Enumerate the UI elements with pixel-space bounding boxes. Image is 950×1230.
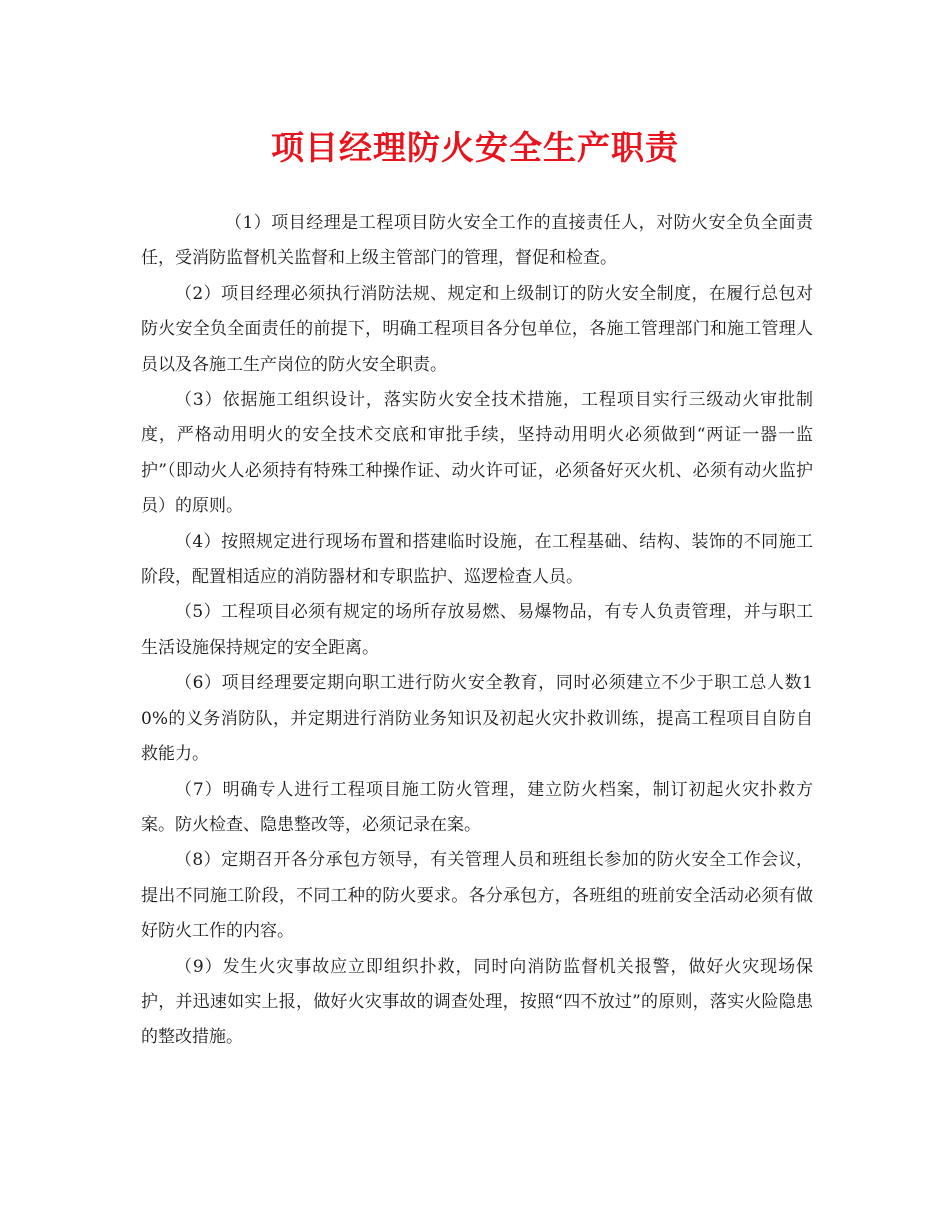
paragraph-6: （6）项目经理要定期向职工进行防火安全教育，同时必须建立不少于职工总人数10%的义务消防队，并定期进行消防业务知识及初起火灾扑救训练，提高工程项目自防自救能力。 — [141, 673, 813, 765]
document-body — [141, 206, 813, 1056]
document-title: 项目经理防火安全生产职责 — [271, 128, 679, 167]
paragraph-5: （5）工程项目必须有规定的场所存放易燃、易爆物品，有专人负责管理，并与职工生活设施保持规定的安全距离。 — [141, 602, 813, 658]
paragraph-9: （9）发生火灾事故应立即组织扑救，同时向消防监督机关报警，做好火灾现场保护，并迅速如实上报，做好火灾事故的调查处理，按照“四不放过”的原则，落实火险隐患的整改措施。 — [141, 956, 813, 1048]
paragraph-2: （2）项目经理必须执行消防法规、规定和上级制订的防火安全制度，在履行总包对防火安全负全面责任的前提下，明确工程项目各分包单位，各施工管理部门和施工管理人员以及各施工生产岗位的防火安全职责。 — [141, 283, 813, 375]
paragraph-1: （1）项目经理是工程项目防火安全工作的直接责任人，对防火安全负全面责任，受消防监督机关监督和上级主管部门的管理，督促和检查。 — [141, 213, 813, 269]
paragraph-7: （7）明确专人进行工程项目施工防火管理，建立防火档案，制订初起火灾扑救方案。防火检查、隐患整改等，必须记录在案。 — [141, 779, 813, 835]
paragraph-4: （4）按照规定进行现场布置和搭建临时设施，在工程基础、结构、装饰的不同施工阶段，配置相适应的消防器材和专职监护、巡逻检查人员。 — [141, 531, 813, 588]
paragraph-8: （8）定期召开各分承包方领导，有关管理人员和班组长参加的防火安全工作会议，提出不同施工阶段，不同工种的防火要求。各分承包方，各班组的班前安全活动必须有做好防火工作的内容。 — [141, 850, 813, 942]
paragraph-3: （3）依据施工组织设计，落实防火安全技术措施，工程项目实行三级动火审批制度，严格动用明火的安全技术交底和审批手续，坚持动用明火必须做到“两证一器一监护”（即动火人必须持有特殊工种操作证、动火许可证，必须备好灭火机、必须有动火监护员）的原则。 — [141, 390, 813, 517]
